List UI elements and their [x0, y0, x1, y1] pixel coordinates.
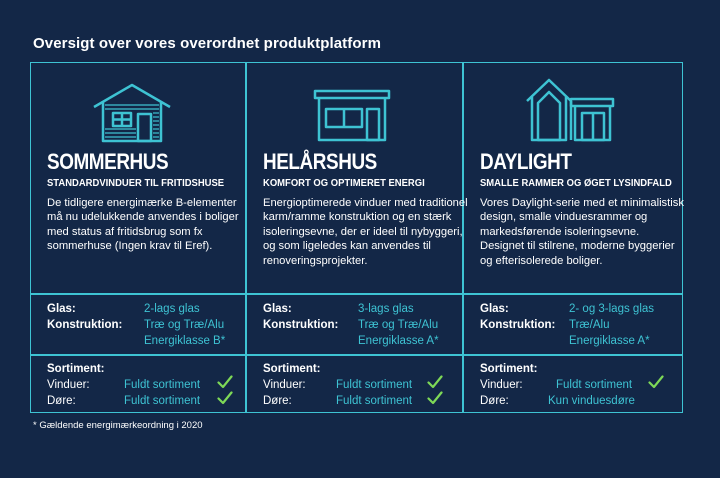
konstruktion-value: Træ/Alu [569, 319, 610, 331]
page-title: Oversigt over vores overordnet produktplatform [33, 35, 382, 52]
checkmark-icon [427, 375, 443, 389]
product-title: SOMMERHUS [47, 149, 169, 174]
checkmark-icon [217, 375, 233, 389]
energy-class-value: Energiklasse A* [569, 335, 650, 347]
doere-value: Fuldt sortiment [124, 395, 201, 407]
checkmark-icon [427, 391, 443, 405]
doere-value: Fuldt sortiment [336, 395, 413, 407]
doere-value: Kun vinduesdøre [548, 395, 635, 407]
konstruktion-label: Konstruktion: [47, 319, 123, 331]
vinduer-label: Vinduer: [47, 379, 90, 391]
sortiment-label: Sortiment: [47, 363, 105, 375]
vinduer-label: Vinduer: [480, 379, 523, 391]
glas-label: Glas: [263, 303, 292, 315]
konstruktion-label: Konstruktion: [263, 319, 339, 331]
konstruktion-value: Træ og Træ/Alu [358, 319, 439, 331]
year-round-house-icon [312, 87, 392, 143]
doere-label: Døre: [263, 395, 292, 407]
product-subtitle: KOMFORT OG OPTIMERET ENERGI [263, 177, 425, 189]
konstruktion-label: Konstruktion: [480, 319, 556, 331]
product-column-sommerhus [31, 63, 245, 412]
summer-house-icon [91, 81, 173, 145]
doere-label: Døre: [47, 395, 76, 407]
konstruktion-value: Træ og Træ/Alu [144, 319, 225, 331]
product-comparison-table [30, 62, 683, 413]
energy-class-value: Energiklasse A* [358, 335, 439, 347]
product-title: DAYLIGHT [480, 149, 572, 174]
product-column-helaarshus [247, 63, 468, 412]
footnote: * Gældende energimærkeordning i 2020 [33, 420, 203, 431]
product-column-daylight [464, 63, 682, 412]
glas-label: Glas: [480, 303, 509, 315]
vinduer-value: Fuldt sortiment [124, 379, 201, 391]
glas-label: Glas: [47, 303, 76, 315]
glas-value: 2- og 3-lags glas [569, 303, 655, 315]
product-description: De tidligere energimærke B-elementer må nu udelukkende anvendes i boliger med status af fritidsbrug som fx sommerhuse (Ingen krav til Eref). [47, 197, 239, 253]
sortiment-label: Sortiment: [263, 363, 321, 375]
glas-value: 3-lags glas [358, 303, 414, 315]
product-subtitle: STANDARDVINDUER TIL FRITIDSHUSE [47, 177, 225, 189]
vinduer-label: Vinduer: [263, 379, 306, 391]
doere-label: Døre: [480, 395, 509, 407]
checkmark-icon [217, 391, 233, 405]
product-subtitle: SMALLE RAMMER OG ØGET LYSINDFALD [480, 177, 672, 189]
energy-class-value: Energiklasse B* [144, 335, 226, 347]
checkmark-icon [648, 375, 664, 389]
sortiment-label: Sortiment: [480, 363, 538, 375]
vinduer-value: Fuldt sortiment [556, 379, 633, 391]
product-description: Energioptimerede vinduer med traditionel karm/ramme konstruktion og en stærk isoleringsevne, der er ideel til nybyggeri, og som ligeledes kan anvendes til renoveringsprojekter. [263, 197, 468, 267]
daylight-house-icon [524, 77, 616, 143]
product-title: HELÅRSHUS [263, 149, 377, 174]
product-description: Vores Daylight-serie med et minimalistisk design, smalle vinduesrammer og markedsførende isoleringsevne. Designet til stilrene, moderne byggerier og efterisolerede boliger. [480, 197, 684, 267]
vinduer-value: Fuldt sortiment [336, 379, 413, 391]
glas-value: 2-lags glas [144, 303, 200, 315]
